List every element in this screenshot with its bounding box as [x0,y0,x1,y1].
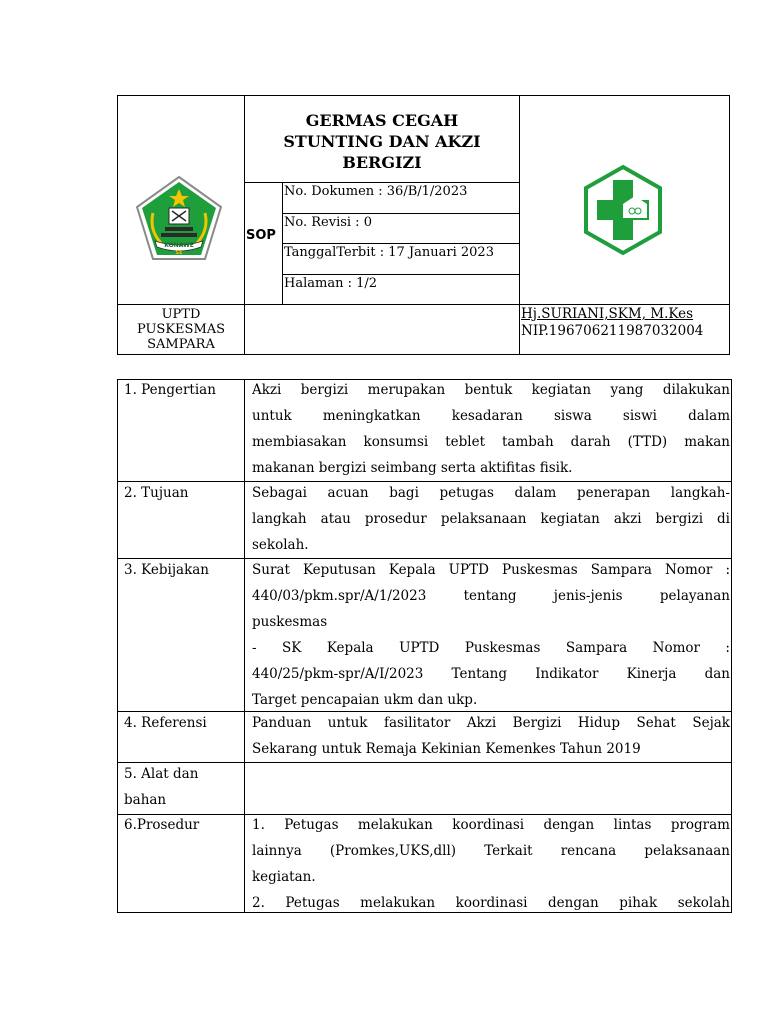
section-content-pengertian [252,377,730,481]
revision-number: No. Revisi : 0 [284,215,372,230]
document-number: No. Dokumen : 36/B/1/2023 [284,184,468,199]
content-line: 2. Petugas melakukan koordinasi dengan pihak sekolah [252,895,730,911]
signatory-name: Hj.SURIANI,SKM, M.Kes [521,306,694,322]
content-line: langkah atau prosedur pelaksanaan kegiatan akzi bergizi di [252,511,730,527]
section-label-kebijakan: 3. Kebijakan [124,562,210,578]
org-line-3: SAMPARA [147,337,215,352]
content-line: lainnya (Promkes,UKS,dll) Terkait rencana pelaksanaan [252,843,730,859]
content-line: kegiatan. [252,869,316,885]
content-line: 1. Petugas melakukan koordinasi dengan lintas program [252,817,730,833]
content-line: - SK Kepala UPTD Puskesmas Sampara Nomor : [252,640,730,656]
signatory-nip: NIP.196706211987032004 [521,323,704,339]
section-label-alat-dan-bahan [124,761,198,813]
svg-text:KONAWE: KONAWE [164,242,194,249]
content-line: 440/25/pkm-spr/A/I/2023 Tentang Indikator Kinerja dan [252,666,730,682]
title-line-1: GERMAS CEGAH [305,111,459,130]
section-label-prosedur: 6.Prosedur [124,817,200,833]
section-label-pengertian: 1. Pengertian [124,382,216,398]
title-line-2: STUNTING DAN AKZI [283,132,481,151]
label-line: bahan [124,792,167,808]
content-line: Akzi bergizi merupakan bentuk kegiatan yang dilakukan [252,382,730,398]
issue-date: TanggalTerbit : 17 Januari 2023 [284,245,494,260]
org-line-1: UPTD [161,307,201,322]
section-label-tujuan: 2. Tujuan [124,485,189,501]
puskesmas-logo [583,164,663,256]
content-line: Sekarang untuk Remaja Kekinian Kemenkes Tahun 2019 [252,741,641,757]
sop-label: SOP [246,228,276,243]
content-line: Target pencapaian ukm dan ukp. [252,692,478,708]
content-line: 440/03/pkm.spr/A/1/2023 tentang jenis-jenis pelayanan [252,588,730,604]
page-count: Halaman : 1/2 [284,276,378,291]
section-content-tujuan [252,480,730,558]
label-line: 5. Alat dan [124,766,199,782]
content-line: Sebagai acuan bagi petugas dalam penerapan langkah- [252,485,730,501]
section-label-referensi: 4. Referensi [124,715,207,731]
content-line: Panduan untuk fasilitator Akzi Bergizi Hidup Sehat Sejak [252,715,730,731]
section-content-kebijakan [252,557,730,713]
document-title [245,110,519,173]
section-content-referensi [252,710,730,762]
content-line: membiasakan konsumsi teblet tambah darah (TTD) makan [252,434,730,450]
konawe-emblem-logo [135,175,223,261]
org-line-2: PUSKESMAS [136,322,226,337]
svg-text:SE: SE [175,250,183,256]
content-line: untuk meningkatkan kesadaran siswa siswi dalam [252,408,730,424]
content-line: puskesmas [252,614,328,630]
organization-name [118,307,244,352]
title-line-3: BERGIZI [342,153,422,172]
content-line: makanan bergizi seimbang serta aktifitas fisik. [252,460,573,476]
content-line: Surat Keputusan Kepala UPTD Puskesmas Sampara Nomor : [252,562,730,578]
section-content-prosedur [252,812,730,916]
content-line: sekolah. [252,537,309,553]
